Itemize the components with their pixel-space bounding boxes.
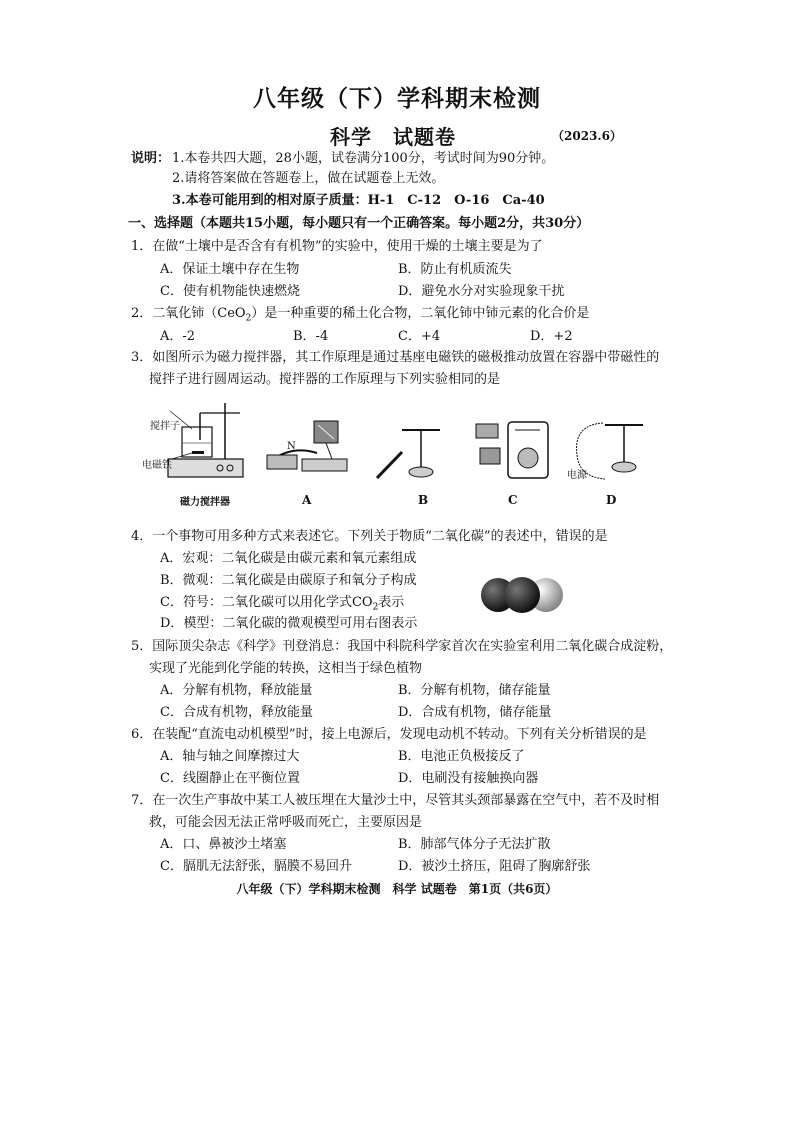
option-d: D．避免水分对实验现象干扰 (398, 284, 565, 299)
option-a: A．-2 (160, 329, 196, 344)
label-electromagnet: 电磁铁 (142, 460, 172, 471)
stirrer-figure (140, 395, 250, 495)
option-a: A．口、鼻被沙土堵塞 (160, 837, 287, 852)
instruction-item: 2.请将答案做在答题卷上，做在试题卷上无效。 (172, 171, 445, 186)
option-c: C．膈肌无法舒张，膈膜不易回升 (160, 859, 352, 874)
question-stem: 2．二氧化铈（CeO$_2$）是一种重要的稀土化合物，二氧化铈中铈元素的化合价是 (131, 306, 590, 324)
question-stem-cont: 实现了光能到化学能的转换，这相当于绿色植物 (149, 661, 423, 676)
option-c: C．符号：二氧化碳可以用化学式$CO_2$表示 (160, 595, 405, 613)
instruction-item: 1.本卷共四大题，28小题，试卷满分100分，考试时间为90分钟。 (172, 151, 555, 166)
question-stem-cont: 救，可能会因无法正常呼吸而死亡，主要原因是 (149, 815, 423, 830)
option-c: C．合成有机物，释放能量 (160, 705, 313, 720)
option-b: B．-4 (293, 329, 329, 344)
exam-date: （2023.6） (552, 129, 622, 143)
option-c: C．+4 (398, 329, 441, 344)
figure-b-compass (372, 420, 452, 485)
option-c: C．使有机物能快速燃烧 (160, 284, 300, 299)
option-b: B．分解有机物，储存能量 (398, 683, 551, 698)
instruction-item: 3.本卷可能用到的相对原子质量：H-1 C-12 O-16 Ca-40 (172, 193, 545, 208)
question-stem: 4．一个事物可用多种方式来表述它。下列关于物质“二氧化碳”的表述中，错误的是 (131, 529, 608, 544)
option-a: A．宏观：二氧化碳是由碳元素和氧元素组成 (160, 551, 417, 566)
page-title: 八年级（下）学科期末检测 (253, 85, 541, 112)
option-d: D．模型：二氧化碳的微观模型可用右图表示 (160, 616, 418, 631)
question-stem: 1．在做“土壤中是否含有有机物”的实验中，使用干燥的土壤主要是为了 (131, 239, 543, 254)
section-heading: 一、选择题（本题共15小题，每小题只有一个正确答案。每小题2分，共30分） (128, 216, 590, 231)
option-a: A．分解有机物，释放能量 (160, 683, 313, 698)
figure-a-motor (262, 415, 352, 480)
option-a: A．保证土壤中存在生物 (160, 262, 300, 277)
co2-molecule-model (478, 575, 568, 615)
option-d: D．被沙土挤压，阻碍了胸廓舒张 (398, 859, 591, 874)
instructions-label: 说明： (131, 151, 171, 166)
figure-caption: 磁力搅拌器 (180, 497, 230, 508)
question-stem-cont: 搅拌子进行圆周运动。搅拌器的工作原理与下列实验相同的是 (149, 372, 501, 387)
page-subtitle: 科学 试题卷 (330, 125, 456, 149)
question-stem: 5．国际顶尖杂志《科学》刊登消息：我国中科院科学家首次在实验室利用二氧化碳合成淀粉， (131, 639, 673, 654)
figure-label-d: D (606, 493, 617, 507)
option-b: B．防止有机质流失 (398, 262, 512, 277)
page-footer: 八年级（下）学科期末检测 科学 试题卷 第1页（共6页） (236, 882, 558, 896)
option-b: B．肺部气体分子无法扩散 (398, 837, 551, 852)
question-stem: 7．在一次生产事故中某工人被压埋在大量沙土中，尽管其头颈部暴露在空气中，若不及时相 (131, 793, 660, 808)
option-d: D．合成有机物，储存能量 (398, 705, 552, 720)
option-b: B．电池正负极接反了 (398, 749, 525, 764)
question-stem: 6．在装配“直流电动机模型”时，接上电源后，发现电动机不转动。下列有关分析错误的是 (131, 727, 647, 742)
figure-label-c: C (508, 493, 518, 507)
figure-label-a: A (302, 493, 312, 507)
label-n: N (287, 441, 296, 452)
question-stem: 3．如图所示为磁力搅拌器，其工作原理是通过基座电磁铁的磁极推动放置在容器中带磁性的 (131, 350, 660, 365)
label-stirrer-bar: 搅拌子 (150, 421, 180, 432)
option-d: D．电刷没有接触换向器 (398, 771, 539, 786)
label-power-source: 电源 (567, 470, 587, 481)
figure-c-generator (470, 418, 555, 488)
option-a: A．轴与轴之间摩擦过大 (160, 749, 300, 764)
option-b: B．微观：二氧化碳是由碳原子和氧分子构成 (160, 573, 417, 588)
option-c: C．线圈静止在平衡位置 (160, 771, 300, 786)
figure-label-b: B (418, 493, 429, 507)
option-d: D．+2 (530, 329, 573, 344)
